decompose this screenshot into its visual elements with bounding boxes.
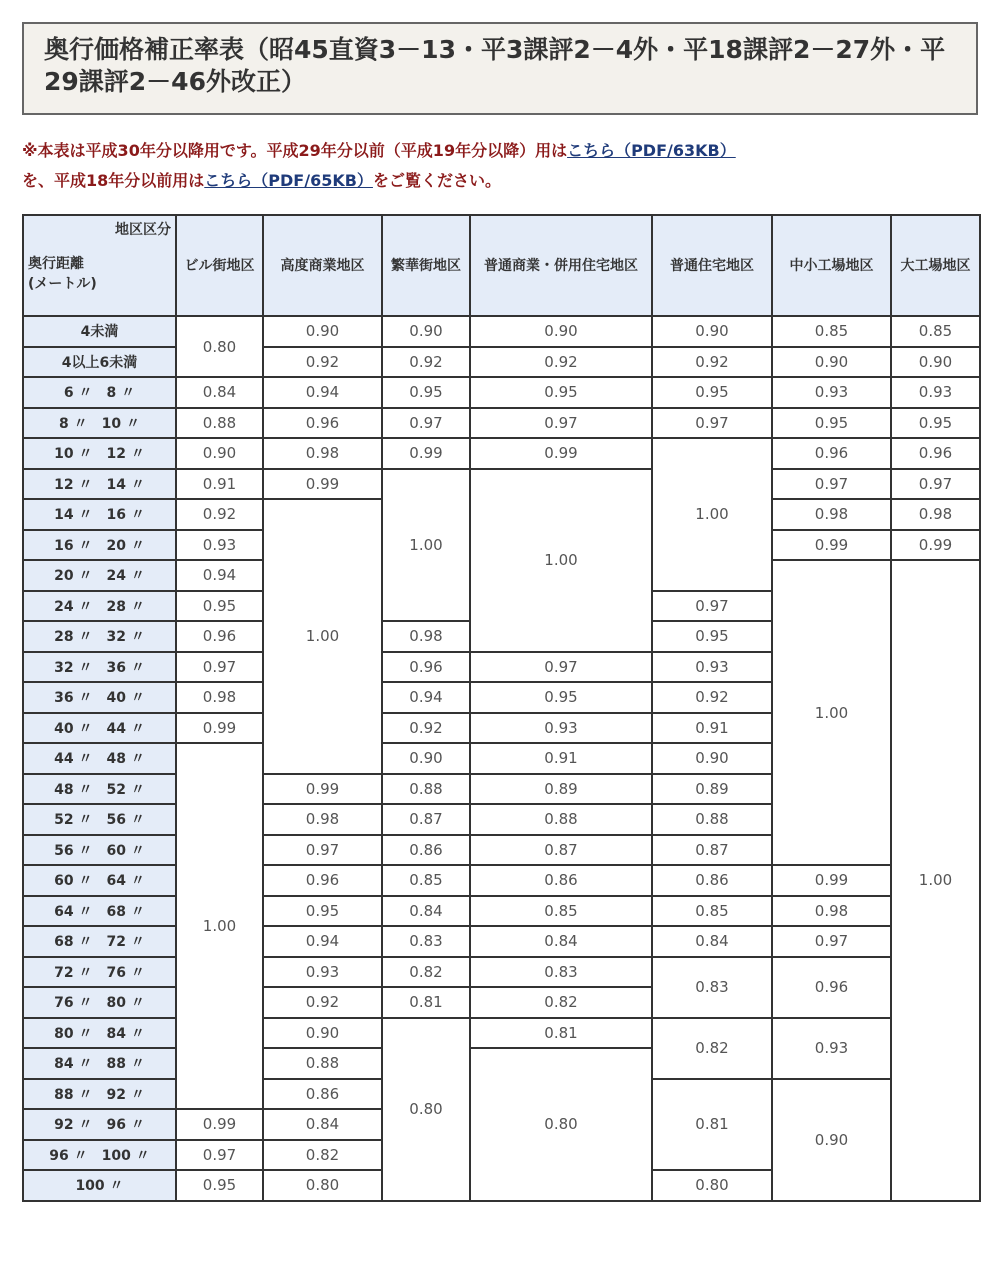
table-cell: 0.86 — [470, 865, 652, 896]
row-header: 52 〃 56 〃 — [23, 804, 176, 835]
table-cell: 0.91 — [652, 713, 772, 744]
notice-text — [22, 136, 978, 196]
table-cell: 0.88 — [652, 804, 772, 835]
table-cell: 0.97 — [891, 469, 980, 500]
table-cell: 0.94 — [176, 560, 263, 591]
table-cell: 0.97 — [382, 408, 470, 439]
table-cell: 0.88 — [382, 774, 470, 805]
row-header: 20 〃 24 〃 — [23, 560, 176, 591]
table-cell: 0.92 — [382, 713, 470, 744]
table-cell: 0.94 — [263, 377, 382, 408]
table-cell: 0.98 — [891, 499, 980, 530]
table-cell: 0.87 — [470, 835, 652, 866]
table-cell: 0.97 — [263, 835, 382, 866]
table-cell: 0.84 — [652, 926, 772, 957]
table-cell: 0.98 — [772, 499, 891, 530]
table-cell: 0.81 — [470, 1018, 652, 1049]
table-cell: 1.00 — [772, 560, 891, 865]
table-cell: 0.93 — [470, 713, 652, 744]
table-cell: 0.90 — [382, 316, 470, 347]
table-header-row — [23, 215, 980, 316]
table-cell: 0.95 — [652, 621, 772, 652]
table-cell: 0.99 — [470, 438, 652, 469]
table-cell: 0.93 — [263, 957, 382, 988]
column-header: 普通住宅地区 — [652, 215, 772, 316]
table-cell: 0.89 — [470, 774, 652, 805]
table-cell: 0.97 — [652, 591, 772, 622]
table-cell: 0.90 — [652, 316, 772, 347]
table-cell: 1.00 — [891, 560, 980, 1201]
row-header: 64 〃 68 〃 — [23, 896, 176, 927]
table-cell: 0.96 — [772, 438, 891, 469]
table-cell: 0.82 — [470, 987, 652, 1018]
page-title: 奥行価格補正率表（昭45直資3－13・平3課評2－4外・平18課評2－27外・平29課評2－46外改正） — [44, 35, 946, 96]
table-cell: 0.81 — [652, 1079, 772, 1171]
table-cell: 0.84 — [263, 1109, 382, 1140]
table-cell: 0.83 — [652, 957, 772, 1018]
table-cell: 0.93 — [772, 377, 891, 408]
table-cell: 0.95 — [176, 1170, 263, 1201]
row-header: 40 〃 44 〃 — [23, 713, 176, 744]
row-header: 100 〃 — [23, 1170, 176, 1201]
column-header: 普通商業・併用住宅地区 — [470, 215, 652, 316]
table-cell: 0.91 — [176, 469, 263, 500]
title-box — [22, 22, 978, 115]
table-cell: 0.88 — [470, 804, 652, 835]
table-cell: 0.82 — [263, 1140, 382, 1171]
column-header: 繁華街地区 — [382, 215, 470, 316]
table-cell: 0.85 — [772, 316, 891, 347]
table-cell: 0.85 — [382, 865, 470, 896]
table-cell: 0.96 — [772, 957, 891, 1018]
table-cell: 0.92 — [652, 347, 772, 378]
table-cell: 0.95 — [652, 377, 772, 408]
table-cell: 0.92 — [263, 987, 382, 1018]
row-header: 60 〃 64 〃 — [23, 865, 176, 896]
table-cell: 0.95 — [176, 591, 263, 622]
table-cell: 0.98 — [263, 438, 382, 469]
notice-part-1: ※本表は平成30年分以降用です。平成29年分以前（平成19年分以降）用は — [22, 141, 568, 160]
table-cell: 0.89 — [652, 774, 772, 805]
row-header: 48 〃 52 〃 — [23, 774, 176, 805]
table-cell: 0.95 — [772, 408, 891, 439]
table-row — [23, 408, 980, 439]
table-cell: 0.90 — [176, 438, 263, 469]
pdf-link-h18[interactable]: こちら（PDF/65KB） — [204, 171, 373, 190]
row-header: 4以上6未満 — [23, 347, 176, 378]
table-cell: 0.96 — [263, 408, 382, 439]
table-cell: 0.91 — [470, 743, 652, 774]
table-cell: 0.94 — [263, 926, 382, 957]
table-cell: 0.97 — [652, 408, 772, 439]
table-cell: 0.98 — [772, 896, 891, 927]
row-header: 72 〃 76 〃 — [23, 957, 176, 988]
table-cell: 0.90 — [772, 347, 891, 378]
table-cell: 1.00 — [652, 438, 772, 591]
table-cell: 0.81 — [382, 987, 470, 1018]
row-header: 36 〃 40 〃 — [23, 682, 176, 713]
column-header: 中小工場地区 — [772, 215, 891, 316]
table-cell: 0.80 — [263, 1170, 382, 1201]
table-row — [23, 865, 980, 896]
table-cell: 1.00 — [263, 499, 382, 774]
table-cell: 0.92 — [263, 347, 382, 378]
row-header: 6 〃 8 〃 — [23, 377, 176, 408]
table-cell: 0.83 — [382, 926, 470, 957]
row-header: 14 〃 16 〃 — [23, 499, 176, 530]
table-cell: 0.95 — [470, 377, 652, 408]
table-cell: 0.93 — [652, 652, 772, 683]
table-row — [23, 896, 980, 927]
table-cell: 0.96 — [176, 621, 263, 652]
row-header: 88 〃 92 〃 — [23, 1079, 176, 1110]
table-cell: 0.86 — [263, 1079, 382, 1110]
table-cell: 0.85 — [652, 896, 772, 927]
table-cell: 0.82 — [382, 957, 470, 988]
table-cell: 0.92 — [382, 347, 470, 378]
row-header: 96 〃 100 〃 — [23, 1140, 176, 1171]
table-row — [23, 1018, 980, 1049]
table-cell: 0.97 — [772, 469, 891, 500]
table-cell: 0.98 — [176, 682, 263, 713]
table-cell: 0.96 — [263, 865, 382, 896]
table-cell: 0.87 — [652, 835, 772, 866]
district-label: 地区区分 — [115, 222, 171, 238]
table-cell: 0.80 — [652, 1170, 772, 1201]
row-header: 68 〃 72 〃 — [23, 926, 176, 957]
table-cell: 0.90 — [891, 347, 980, 378]
table-cell: 0.90 — [263, 1018, 382, 1049]
table-cell: 0.84 — [470, 926, 652, 957]
table-row — [23, 957, 980, 988]
table-cell: 0.82 — [652, 1018, 772, 1079]
depth-correction-table — [22, 214, 981, 1202]
table-cell: 0.97 — [772, 926, 891, 957]
table-cell: 0.96 — [382, 652, 470, 683]
table-cell: 0.92 — [176, 499, 263, 530]
table-cell: 0.92 — [652, 682, 772, 713]
table-cell: 0.85 — [470, 896, 652, 927]
table-cell: 0.99 — [382, 438, 470, 469]
table-cell: 0.90 — [470, 316, 652, 347]
depth-label: 奥行距離 — [28, 256, 84, 272]
table-cell: 0.80 — [382, 1018, 470, 1201]
table-cell: 0.93 — [772, 1018, 891, 1079]
table-cell: 0.90 — [382, 743, 470, 774]
table-cell: 0.98 — [382, 621, 470, 652]
table-row — [23, 347, 980, 378]
table-cell: 0.96 — [891, 438, 980, 469]
table-row — [23, 926, 980, 957]
table-row — [23, 377, 980, 408]
table-cell: 0.95 — [382, 377, 470, 408]
table-cell: 0.99 — [891, 530, 980, 561]
table-cell: 0.93 — [176, 530, 263, 561]
row-header: 28 〃 32 〃 — [23, 621, 176, 652]
table-row — [23, 438, 980, 469]
table-cell: 0.99 — [176, 1109, 263, 1140]
notice-part-3: をご覧ください。 — [372, 171, 501, 190]
table-cell: 0.88 — [263, 1048, 382, 1079]
table-cell: 0.92 — [470, 347, 652, 378]
row-header: 44 〃 48 〃 — [23, 743, 176, 774]
row-header: 92 〃 96 〃 — [23, 1109, 176, 1140]
table-cell: 0.88 — [176, 408, 263, 439]
row-header: 4未満 — [23, 316, 176, 347]
column-header: ビル街地区 — [176, 215, 263, 316]
table-cell: 0.90 — [652, 743, 772, 774]
row-header: 12 〃 14 〃 — [23, 469, 176, 500]
table-cell: 0.87 — [382, 804, 470, 835]
unit-label: (メートル) — [28, 276, 97, 292]
table-cell: 0.97 — [176, 1140, 263, 1171]
row-header: 16 〃 20 〃 — [23, 530, 176, 561]
table-cell: 0.95 — [263, 896, 382, 927]
table-cell: 1.00 — [470, 469, 652, 652]
table-row — [23, 469, 980, 500]
table-cell: 0.86 — [652, 865, 772, 896]
row-header: 24 〃 28 〃 — [23, 591, 176, 622]
table-cell: 0.93 — [891, 377, 980, 408]
column-header: 高度商業地区 — [263, 215, 382, 316]
table-cell: 0.86 — [382, 835, 470, 866]
table-cell: 0.97 — [470, 408, 652, 439]
row-header: 56 〃 60 〃 — [23, 835, 176, 866]
table-cell: 0.83 — [470, 957, 652, 988]
table-cell: 0.97 — [470, 652, 652, 683]
row-header: 84 〃 88 〃 — [23, 1048, 176, 1079]
table-cell: 0.94 — [382, 682, 470, 713]
table-cell: 0.98 — [263, 804, 382, 835]
table-body — [23, 316, 980, 1201]
row-header: 8 〃 10 〃 — [23, 408, 176, 439]
table-cell: 0.80 — [470, 1048, 652, 1201]
table-cell: 0.90 — [772, 1079, 891, 1201]
row-header: 80 〃 84 〃 — [23, 1018, 176, 1049]
table-cell: 0.99 — [263, 469, 382, 500]
table-cell: 0.80 — [176, 316, 263, 377]
row-header: 32 〃 36 〃 — [23, 652, 176, 683]
table-cell: 1.00 — [382, 469, 470, 622]
table-cell: 0.84 — [382, 896, 470, 927]
pdf-link-h19[interactable]: こちら（PDF/63KB） — [567, 141, 736, 160]
table-cell: 0.85 — [891, 316, 980, 347]
table-cell: 0.95 — [470, 682, 652, 713]
table-cell: 1.00 — [176, 743, 263, 1109]
table-row — [23, 316, 980, 347]
notice-part-2: を、平成18年分以前用は — [22, 171, 205, 190]
table-cell: 0.84 — [176, 377, 263, 408]
row-header: 76 〃 80 〃 — [23, 987, 176, 1018]
table-cell: 0.97 — [176, 652, 263, 683]
table-cell: 0.99 — [772, 530, 891, 561]
column-header: 大工場地区 — [891, 215, 980, 316]
row-header: 10 〃 12 〃 — [23, 438, 176, 469]
table-cell: 0.95 — [891, 408, 980, 439]
table-cell: 0.99 — [772, 865, 891, 896]
table-cell: 0.90 — [263, 316, 382, 347]
table-corner-header — [23, 215, 176, 316]
table-cell: 0.99 — [176, 713, 263, 744]
table-cell: 0.99 — [263, 774, 382, 805]
